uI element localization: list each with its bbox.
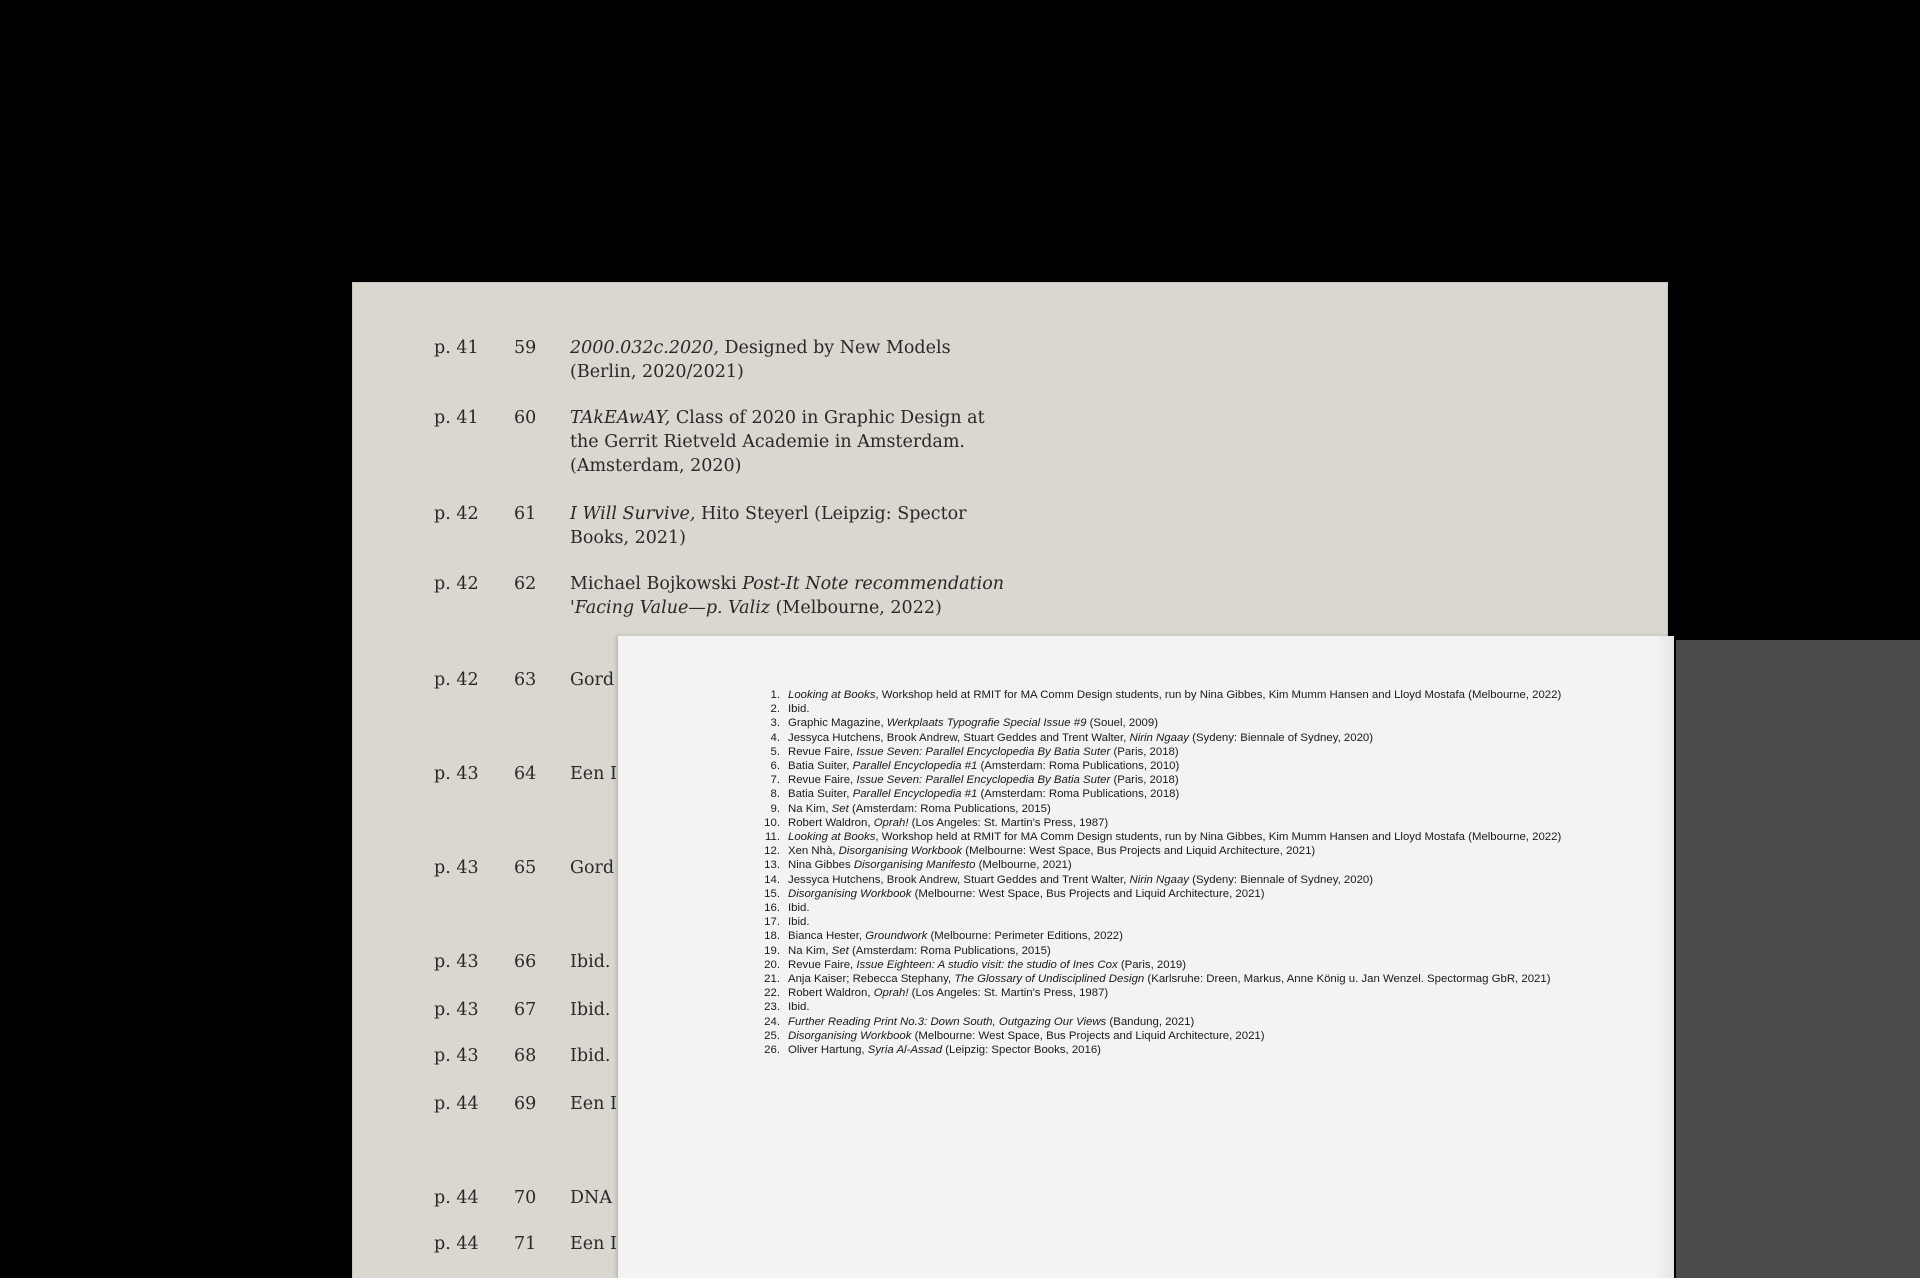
footnote-number: 26. xyxy=(764,1044,780,1057)
footnote-number: 10. xyxy=(764,816,780,829)
footnote-text-run: (Amsterdam: Roma Publications, 2015) xyxy=(848,802,1051,815)
entry-text-run: Een I xyxy=(570,1234,617,1254)
footnote-number: 5. xyxy=(770,745,780,758)
footnote-item xyxy=(760,787,1640,801)
footnote-text-run: Parallel Encyclopedia #1 xyxy=(852,760,978,773)
entry-number: 70 xyxy=(514,1188,537,1208)
entry-page-ref: p. 41 xyxy=(434,338,479,358)
footnote-number: 17. xyxy=(764,916,780,929)
footnote-text-run: Looking at Books xyxy=(788,689,876,701)
footnote-text-run: Xen Nhà, xyxy=(788,845,839,858)
footnote-text-run: Graphic Magazine, xyxy=(788,717,887,730)
entry-text-run: DNA xyxy=(570,1188,612,1208)
footnote-item xyxy=(760,731,1640,745)
footnote-text-run: Werkplaats Typografie Special Issue #9 xyxy=(886,717,1087,730)
footnote-item xyxy=(760,929,1640,943)
footnote-text-run: Batia Suiter, xyxy=(788,788,853,801)
footnote-text-run: (Amsterdam: Roma Publications, 2018) xyxy=(977,788,1180,801)
footnote-number: 7. xyxy=(770,774,780,787)
footnote-number: 22. xyxy=(764,987,780,1000)
entry-page-ref: p. 43 xyxy=(434,952,479,972)
footnote-text-run: Revue Faire, xyxy=(788,958,857,971)
footnote-number: 8. xyxy=(770,788,780,801)
footnote-text-run: Jessyca Hutchens, Brook Andrew, Stuart Geddes and Trent Walter, xyxy=(788,731,1130,744)
entry-text-run: 2000.032c.2020, xyxy=(570,338,719,358)
footnote-item xyxy=(760,1029,1640,1043)
footnote-number: 23. xyxy=(764,1001,780,1014)
entry-text xyxy=(570,406,1010,478)
footnote-text-run: Anja Kaiser; Rebecca Stephany, xyxy=(788,973,955,986)
footnote-number: 18. xyxy=(764,930,780,943)
footnote-text-run: (Paris, 2018) xyxy=(1110,745,1179,758)
footnote-text-run: (Paris, 2019) xyxy=(1117,958,1187,971)
footnote-text-run: Batia Suiter, xyxy=(788,760,853,773)
footnote-text-run: Oliver Hartung, xyxy=(788,1044,868,1057)
entry-text-run: Post-It Note recommendation 'Facing Value—p. Valiz xyxy=(570,574,1005,618)
footnote-text-run: Groundwork xyxy=(865,930,928,943)
footnote-text-run: Nirin Ngaay xyxy=(1129,873,1189,886)
entry-number: 62 xyxy=(514,574,537,594)
entry-page-ref: p. 42 xyxy=(434,504,479,524)
entry-text xyxy=(570,502,1010,550)
footnote-item xyxy=(760,944,1640,958)
footnote-text-run: Nina Gibbes xyxy=(788,859,854,872)
footnote-item xyxy=(760,986,1640,1000)
entry-number: 61 xyxy=(514,504,537,524)
footnote-text-run: (Los Angeles: St. Martin's Press, 1987) xyxy=(908,987,1109,1000)
footnote-item xyxy=(760,958,1640,972)
entry-text-run: Ibid. xyxy=(570,952,611,972)
footnote-number: 9. xyxy=(770,802,780,815)
footnote-text-run: (Melbourne: Perimeter Editions, 2022) xyxy=(927,930,1123,943)
footnote-number: 6. xyxy=(770,760,780,773)
footnote-item xyxy=(760,688,1640,702)
footnote-text-run: (Leipzig: Spector Books, 2016) xyxy=(942,1044,1101,1057)
footnote-text-run: (Karlsruhe: Dreen, Markus, Anne König u. Jan Wenzel. Spectormag GbR, 2021) xyxy=(1144,973,1551,986)
footnote-number: 25. xyxy=(764,1029,780,1042)
entry-page-ref: p. 44 xyxy=(434,1094,479,1114)
entry-text xyxy=(570,336,1010,384)
footnote-item xyxy=(760,1015,1640,1029)
footnote-item xyxy=(760,702,1640,716)
footnote-text-run: (Melbourne, 2021) xyxy=(975,859,1072,872)
footnote-number: 1. xyxy=(770,689,780,701)
entry-text-run: TAkEAwAY, xyxy=(570,408,671,428)
entry-page-ref: p. 43 xyxy=(434,1046,479,1066)
entry-number: 71 xyxy=(514,1234,537,1254)
footnote-text-run: (Amsterdam: Roma Publications, 2015) xyxy=(848,944,1051,957)
footnote-item xyxy=(760,773,1640,787)
footnote-text-run: Disorganising Workbook xyxy=(788,1029,912,1042)
footnote-number: 11. xyxy=(765,831,780,844)
entry-text-run: Hito Steyerl (Leipzig: Spector Books, 2021) xyxy=(570,504,967,548)
footnote-text-run: Syria Al-Assad xyxy=(867,1044,943,1057)
footnote-item xyxy=(760,716,1640,730)
footnote-number: 16. xyxy=(764,902,780,915)
footnote-text-run: (Sydeny: Biennale of Sydney, 2020) xyxy=(1188,873,1374,886)
footnote-text-run: Na Kim, xyxy=(788,802,832,815)
entry-number: 65 xyxy=(514,858,537,878)
footnote-text-run: Set xyxy=(831,802,849,815)
footnote-text-run: Jessyca Hutchens, Brook Andrew, Stuart Geddes and Trent Walter, xyxy=(788,873,1130,886)
entry-number: 66 xyxy=(514,952,537,972)
footnote-text-run: Disorganising Workbook xyxy=(788,887,912,900)
entry-text-run: Ibid. xyxy=(570,1000,611,1020)
footnote-text-run: Bianca Hester, xyxy=(788,930,866,943)
entry-number: 64 xyxy=(514,764,537,784)
footnote-text-run: (Melbourne: West Space, Bus Projects and Liquid Architecture, 2021) xyxy=(911,887,1265,900)
footnote-text-run: Na Kim, xyxy=(788,944,832,957)
footnote-text-run: Ibid. xyxy=(788,1001,810,1014)
footnote-item xyxy=(760,972,1640,986)
entry-text-run: Een I xyxy=(570,764,617,784)
footnote-text-run: (Paris, 2018) xyxy=(1110,774,1179,787)
footnote-number: 21. xyxy=(764,973,780,986)
footnote-text-run: Disorganising Workbook xyxy=(838,845,963,858)
grey-card xyxy=(1676,640,1920,1278)
entry-text-run: Een I xyxy=(570,1094,617,1114)
entry-number: 63 xyxy=(514,670,537,690)
footnote-text-run: Issue Seven: Parallel Encyclopedia By Batia Suter xyxy=(856,745,1111,758)
entry-text-run: Michael Bojkowski xyxy=(570,574,743,594)
footnote-item xyxy=(760,1043,1640,1057)
footnote-number: 13. xyxy=(764,859,780,872)
footnote-text-run: Robert Waldron, xyxy=(788,816,874,829)
footnote-list xyxy=(760,688,1640,1057)
footnote-item xyxy=(760,915,1640,929)
footnote-text-run: Oprah! xyxy=(873,987,909,1000)
entry-number: 69 xyxy=(514,1094,537,1114)
footnote-text-run: Oprah! xyxy=(873,816,909,829)
page-edge-shadow xyxy=(1656,636,1674,1278)
footnote-text-run: (Souel, 2009) xyxy=(1086,717,1158,730)
footnote-text-run: Ibid. xyxy=(788,902,810,915)
footnote-text-run: (Melbourne: West Space, Bus Projects and Liquid Architecture, 2021) xyxy=(911,1029,1265,1042)
footnote-item xyxy=(760,816,1640,830)
entry-text xyxy=(570,572,1010,620)
footnote-text-run: Further Reading Print No.3: Down South, Outgazing Our Views xyxy=(788,1015,1107,1028)
footnote-text-run: (Sydeny: Biennale of Sydney, 2020) xyxy=(1188,731,1374,744)
entry-number: 68 xyxy=(514,1046,537,1066)
entry-page-ref: p. 41 xyxy=(434,408,479,428)
footnote-text-run: Looking at Books xyxy=(788,831,876,844)
footnote-text-run: , Workshop held at RMIT for MA Comm Design students, run by Nina Gibbes, Kim Mumm Hansen and Lloyd Mostafa (Melbourne, 2022) xyxy=(875,689,1562,701)
entry-text-run: I Will Survive, xyxy=(570,504,696,524)
footnote-text-run: Issue Seven: Parallel Encyclopedia By Batia Suter xyxy=(856,774,1111,787)
footnote-text-run: Parallel Encyclopedia #1 xyxy=(852,788,978,801)
entry-text-run: (Melbourne, 2022) xyxy=(770,598,942,618)
entry-page-ref: p. 43 xyxy=(434,764,479,784)
footnote-text-run: , Workshop held at RMIT for MA Comm Design students, run by Nina Gibbes, Kim Mumm Hansen and Lloyd Mostafa (Melbourne, 2022) xyxy=(875,831,1562,844)
footnote-text-run: (Bandung, 2021) xyxy=(1106,1015,1195,1028)
entry-text-run: Class of 2020 in Graphic Design at the Gerrit Rietveld Academie in Amsterdam. (Amsterdam, 2020) xyxy=(570,408,985,476)
entry-text-run: Designed by New Models (Berlin, 2020/2021) xyxy=(570,338,951,382)
entry-page-ref: p. 43 xyxy=(434,858,479,878)
footnote-text-run: (Melbourne: West Space, Bus Projects and Liquid Architecture, 2021) xyxy=(962,845,1316,858)
footnote-text-run: Set xyxy=(831,944,849,957)
entry-page-ref: p. 42 xyxy=(434,670,479,690)
footnote-text-run: (Los Angeles: St. Martin's Press, 1987) xyxy=(908,816,1109,829)
footnote-text-run: Robert Waldron, xyxy=(788,987,874,1000)
footnote-number: 12. xyxy=(764,845,780,858)
entry-text-run: Gord xyxy=(570,670,615,690)
entry-page-ref: p. 44 xyxy=(434,1234,479,1254)
entry-number: 60 xyxy=(514,408,537,428)
footnote-number: 3. xyxy=(770,717,780,730)
footnote-item xyxy=(760,759,1640,773)
footnote-text-run: The Glossary of Undisciplined Design xyxy=(954,973,1145,986)
footnote-item xyxy=(760,745,1640,759)
footnote-number: 19. xyxy=(764,944,780,957)
footnote-text-run: Revue Faire, xyxy=(788,774,857,787)
entry-number: 59 xyxy=(514,338,537,358)
footnote-number: 14. xyxy=(764,873,780,886)
entry-page-ref: p. 44 xyxy=(434,1188,479,1208)
footnote-item xyxy=(760,858,1640,872)
footnote-item xyxy=(760,830,1640,844)
footnote-item xyxy=(760,844,1640,858)
footnote-item xyxy=(760,873,1640,887)
footnote-number: 15. xyxy=(764,887,780,900)
footnote-number: 4. xyxy=(770,731,780,744)
footnote-item xyxy=(760,887,1640,901)
footnote-item xyxy=(760,802,1640,816)
front-page-footnotes xyxy=(618,636,1674,1278)
entry-number: 67 xyxy=(514,1000,537,1020)
entry-text-run: Gord xyxy=(570,858,615,878)
footnote-text-run: Disorganising Manifesto xyxy=(853,859,976,872)
footnote-text-run: Ibid. xyxy=(788,703,810,716)
footnote-text-run: Nirin Ngaay xyxy=(1129,731,1189,744)
footnote-text-run: Issue Eighteen: A studio visit: the studio of Ines Cox xyxy=(856,958,1118,971)
footnote-text-run: Revue Faire, xyxy=(788,745,857,758)
entry-text-run: Ibid. xyxy=(570,1046,611,1066)
footnote-text-run: (Amsterdam: Roma Publications, 2010) xyxy=(977,760,1180,773)
footnote-number: 2. xyxy=(770,703,780,716)
footnote-number: 24. xyxy=(764,1015,780,1028)
footnote-item xyxy=(760,1000,1640,1014)
footnote-text-run: Ibid. xyxy=(788,916,810,929)
footnote-number: 20. xyxy=(764,958,780,971)
entry-page-ref: p. 43 xyxy=(434,1000,479,1020)
entry-page-ref: p. 42 xyxy=(434,574,479,594)
footnote-item xyxy=(760,901,1640,915)
